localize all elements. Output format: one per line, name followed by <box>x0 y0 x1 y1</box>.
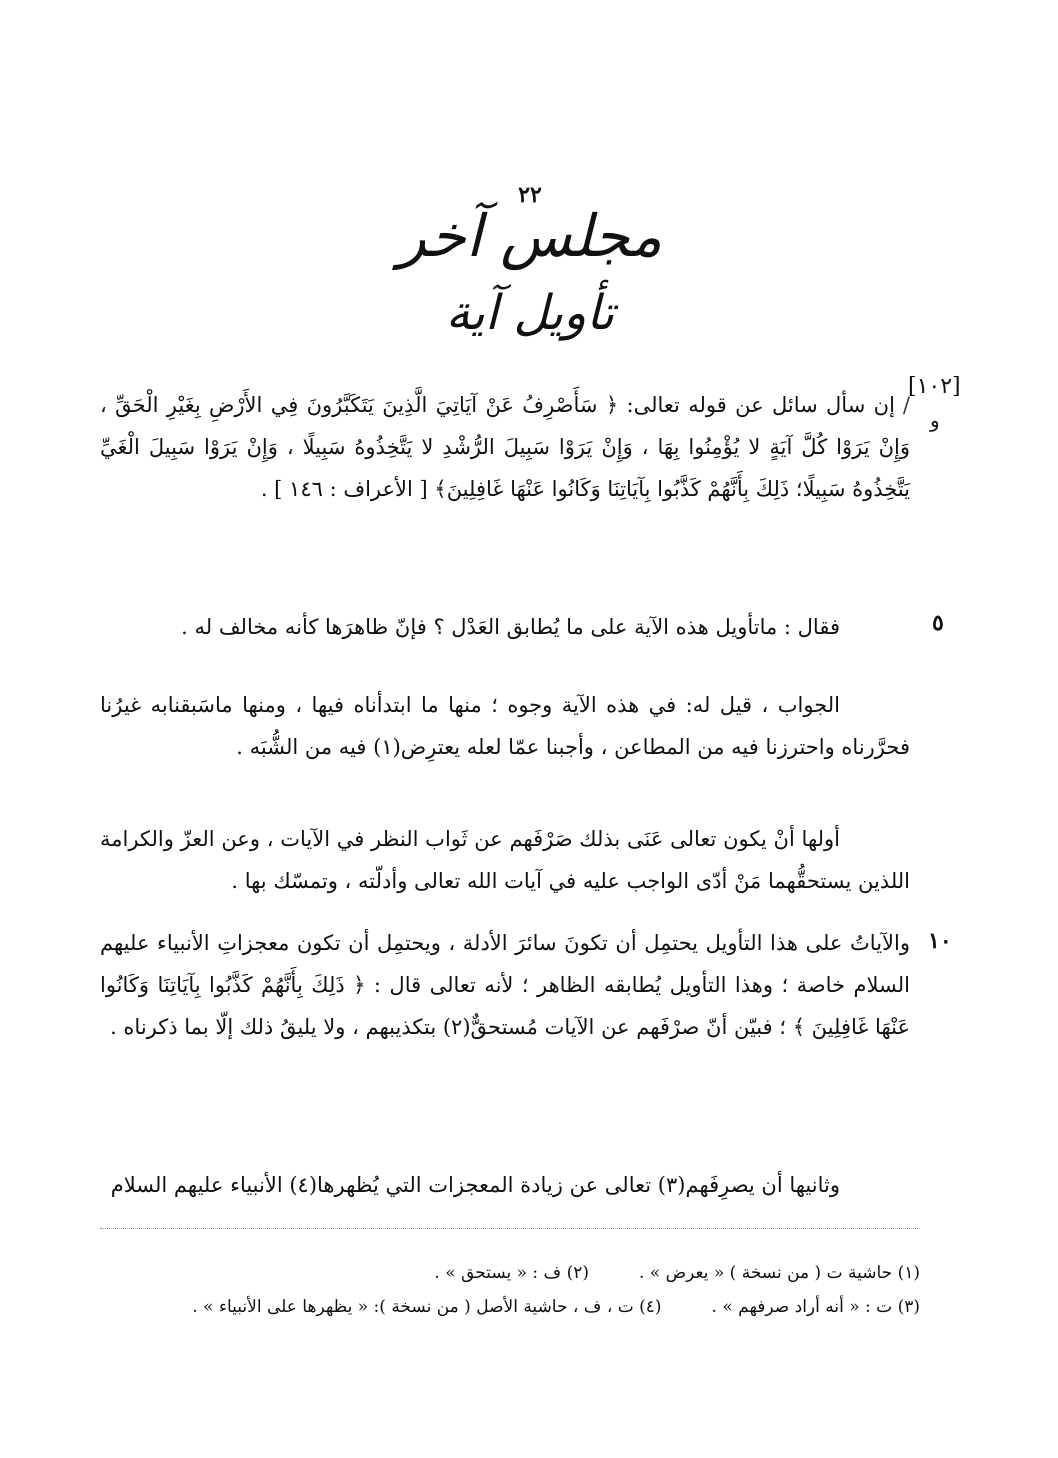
footnote-row <box>100 1256 920 1290</box>
footnote-separator <box>100 1228 920 1229</box>
footnote-2: (٢) ف : « يستحق » . <box>434 1263 589 1283</box>
footnotes <box>100 1256 920 1324</box>
majlis-title: مجلس آخر <box>397 202 663 270</box>
paragraph-first-aspect: أولها أنْ يكون تعالى عَنَى بذلك صَرْفَهم عن ثَواب النظر في الآيات ، وعن العزّ والكرامة اللذين يستحقُّهما مَنْ أدّى الواجب عليه في آيات الله تعالى وأدلّته ، وتمسّك بها . <box>100 827 910 893</box>
footnote-row <box>100 1290 920 1324</box>
page-reference: [١٠٢] <box>908 374 961 399</box>
page-reference-side: و <box>930 408 940 432</box>
paragraph-objection: فقال : ماتأويل هذه الآية على ما يُطابق العَدْل ؟ فإنّ ظاهرَها كأنه مخالف له . <box>181 615 840 639</box>
majlis-number: ٢٢ <box>518 182 542 208</box>
line-number-5: ٥ <box>932 610 944 636</box>
paragraph-second-aspect: وثانيها أن يصرِفَهم(٣) تعالى عن زيادة المعجزات التي يُظهرها(٤) الأنبياء عليهم السلام <box>110 1173 840 1197</box>
slash-mark: / <box>902 393 910 417</box>
section-subtitle: تأويل آية <box>445 285 615 341</box>
paragraph-question-text: إن سأل سائل عن قوله تعالى: ﴿ سَأَصْرِفُ عَنْ آيَاتِيَ الَّذِينَ يَتَكَبَّرُونَ فِي الأَرْضِ بِغَيْرِ الْحَقِّ ، وَإِنْ يَرَوْا كُلَّ آيَةٍ لا يُؤْمِنُوا بِهَا ، وَإِنْ يَرَوْا سَبِيلَ الرُّشْدِ لا يَتَّخِذُوهُ سَبِيلًا ، وَإِنْ يَرَوْا سَبِيلَ الْغَيِّ يَتَّخِذُوهُ سَبِيلًا؛ ذَلِكَ بِأَنَّهُمْ كَذَّبُوا بِآيَاتِنَا وَكَانُوا عَنْهَا غَافِلِينَ﴾ [ الأعراف : ١٤٦ ] . <box>100 393 910 501</box>
paragraph-signs: والآياتُ على هذا التأويل يحتمِل أن تكونَ سائرَ الأدلة ، ويحتمِل أن تكون معجزاتِ الأنبياء عليهم السلام خاصة ؛ وهذا التأويل يُطابقه الظاهر ؛ لأنه تعالى قال : ﴿ ذَلِكَ بِأَنَّهُمْ كَذَّبُوا بِآيَاتِنَا وَكَانُوا عَنْهَا غَافِلِينَ ﴾ ؛ فبيّن أنّ صرْفَهم عن الآيات مُستحقٌّ(٢) بتكذيبهم ، ولا يليقُ ذلك إلّا بما ذكرناه . <box>100 931 910 1039</box>
paragraph-question <box>100 384 910 594</box>
line-number-10: ١٠ <box>928 928 952 954</box>
footnote-4: (٤) ت ، ف ، حاشية الأصل ( من نسخة ): « يظهرها على الأنبياء » . <box>192 1297 662 1317</box>
paragraph-answer: الجواب ، قيل له: في هذه الآية وجوه ؛ منها ما ابتدأناه فيها ، ومنها ماسَبقنابه غيرُنا فحرَّرناه واحترزنا فيه من المطاعن ، وأجبنا عمّا لعله يعترِض(١) فيه من الشُّبَه . <box>100 693 910 759</box>
footnote-3: (٣) ت : « أنه أراد صرفهم » . <box>711 1297 920 1317</box>
footnote-1: (١) حاشية ت ( من نسخة ) « يعرض » . <box>639 1263 920 1283</box>
